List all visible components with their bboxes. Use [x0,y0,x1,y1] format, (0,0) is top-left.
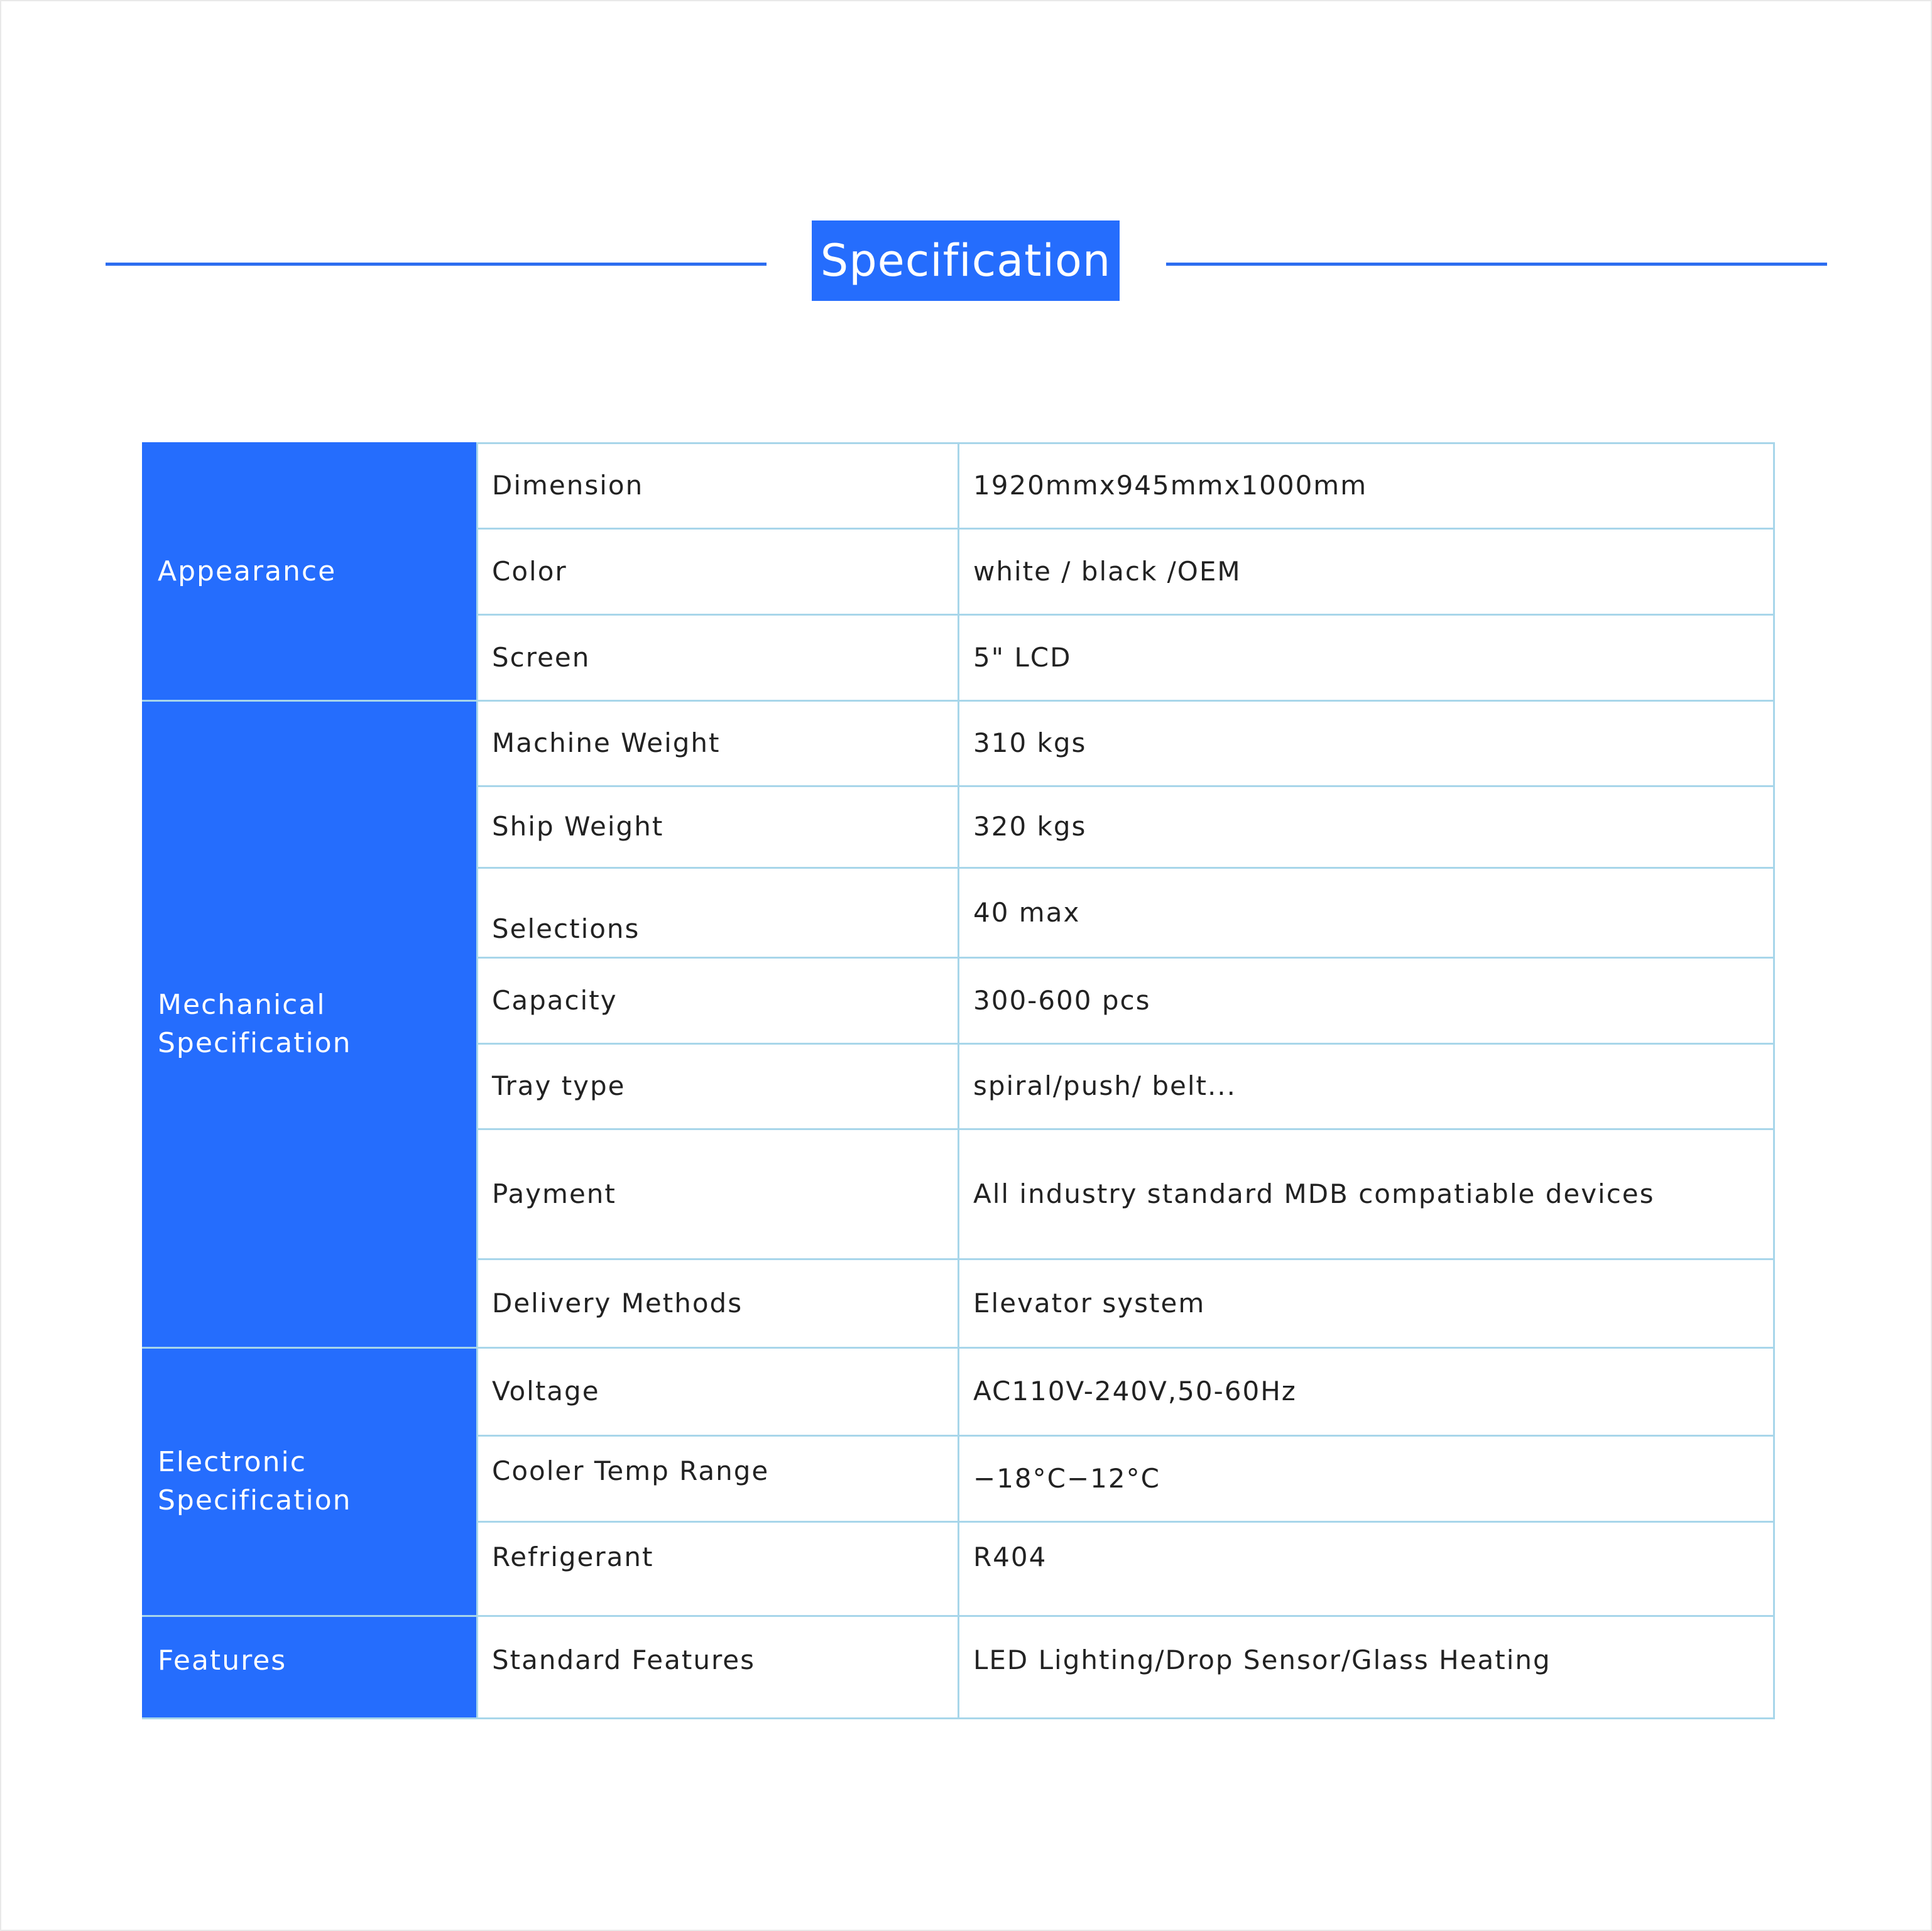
spec-label: Payment [478,1129,959,1259]
spec-value: 310 kgs [959,701,1774,786]
spec-value: spiral/push/ belt... [959,1044,1774,1129]
table-row [143,1616,1774,1719]
spec-label: Ship Weight [478,786,959,868]
spec-value: 300-600 pcs [959,958,1774,1044]
title-rule-left [106,263,767,266]
table-row [143,1348,1774,1436]
spec-value: 320 kgs [959,786,1774,868]
spec-value: LED Lighting/Drop Sensor/Glass Heating [959,1616,1774,1719]
spec-label: Dimension [478,443,959,529]
category-features: Features [143,1616,478,1719]
spec-value: AC110V-240V,50-60Hz [959,1348,1774,1436]
category-line: Specification [158,1026,352,1059]
spec-label: Delivery Methods [478,1259,959,1348]
title-rule-right [1166,263,1827,266]
spec-label: Refrigerant [478,1522,959,1616]
spec-label: Cooler Temp Range [478,1436,959,1522]
spec-label: Standard Features [478,1616,959,1719]
specification-table [142,442,1775,1719]
table-row [143,443,1774,529]
spec-value: Elevator system [959,1259,1774,1348]
spec-value: All industry standard MDB compatiable devices [959,1129,1774,1259]
category-line: Electronic [158,1446,307,1479]
spec-value: 5" LCD [959,615,1774,701]
category-electronic-specification [143,1348,478,1616]
spec-label: Machine Weight [478,701,959,786]
spec-label: Tray type [478,1044,959,1129]
spec-value: white / black /OEM [959,529,1774,615]
spec-label: Screen [478,615,959,701]
spec-label: Capacity [478,958,959,1044]
category-mechanical-specification [143,701,478,1348]
page-title: Specification [812,220,1120,301]
spec-value: −18°C−12°C [959,1436,1774,1522]
spec-label: Selections [478,868,959,958]
table-row [143,701,1774,786]
spec-value: R404 [959,1522,1774,1616]
category-line: Mechanical [158,988,326,1021]
spec-value: 40 max [959,868,1774,958]
category-line: Specification [158,1484,352,1516]
spec-label: Voltage [478,1348,959,1436]
spec-value: 1920mmx945mmx1000mm [959,443,1774,529]
category-appearance: Appearance [143,443,478,701]
spec-label: Color [478,529,959,615]
